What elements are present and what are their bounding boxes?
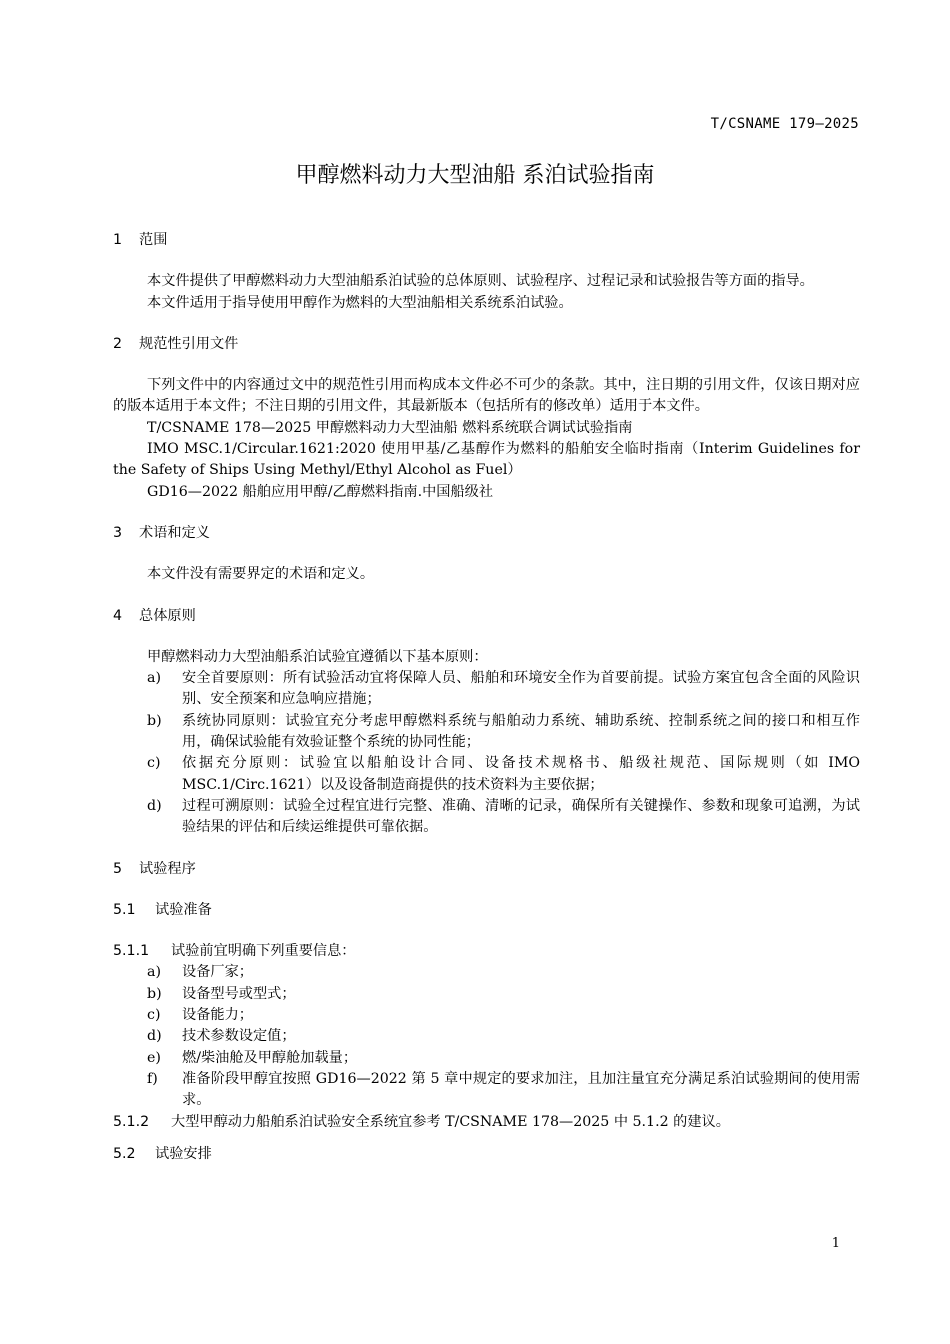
list-item: c) 依据充分原则：试验宜以船舶设计合同、设备技术规格书、船级社规范、国际规则（如 IMO MSC.1/Circ.1621）以及设备制造商提供的技术资料为主要依据；	[147, 755, 860, 793]
list-item: f) 准备阶段甲醇宜按照 GD16—2022 第 5 章中规定的要求加注，且加注量宜充分满足系泊试验期间的使用需求。	[147, 1070, 860, 1109]
section-heading: 3 术语和定义	[113, 524, 210, 541]
reference-item: GD16—2022 船舶应用甲醇/乙醇燃料指南.中国船级社	[147, 483, 494, 500]
section-heading: 5 试验程序	[113, 860, 196, 877]
paragraph: 本文件适用于指导使用甲醇作为燃料的大型油船相关系统系泊试验。	[147, 294, 573, 311]
list-item: a) 安全首要原则：所有试验活动宜将保障人员、船舶和环境安全作为首要前提。试验方案宜包含全面的风险识别、安全预案和应急响应措施；	[147, 670, 860, 708]
clause: 5.1.1 试验前宜明确下列重要信息：	[113, 943, 356, 960]
list-item: e) 燃/柴油舱及甲醇舱加载量；	[147, 1049, 358, 1066]
paragraph: 本文件没有需要界定的术语和定义。	[147, 566, 375, 583]
subsection-heading: 5.2 试验安排	[113, 1145, 212, 1162]
reference-item: IMO MSC.1/Circular.1621:2020 使用甲基/乙基醇作为燃料的船舶安全临时指南（Interim Guidelines for the Safety of Ships Using Methyl/Ethyl Alcohol as Fuel）	[113, 441, 860, 479]
list-item: a) 设备厂家；	[147, 964, 253, 981]
paragraph: 甲醇燃料动力大型油船系泊试验宜遵循以下基本原则：	[147, 648, 488, 665]
list-item: d) 技术参数设定值；	[147, 1028, 296, 1045]
section-heading: 2 规范性引用文件	[113, 335, 239, 352]
document-body	[113, 230, 860, 1165]
page-number: 1	[831, 1236, 840, 1251]
list-item: d) 过程可溯原则：试验全过程宜进行完整、准确、清晰的记录，确保所有关键操作、参数和现象可追溯，为试验结果的评估和后续运维提供可靠依据。	[147, 797, 860, 836]
list-item: b) 设备型号或型式；	[147, 985, 296, 1002]
reference-item: T/CSNAME 178—2025 甲醇燃料动力大型油船 燃料系统联合调试试验指南	[147, 419, 633, 436]
list-item: b) 系统协同原则：试验宜充分考虑甲醇燃料系统与船舶动力系统、辅助系统、控制系统之间的接口和相互作用，确保试验能有效验证整个系统的协同性能；	[147, 712, 860, 751]
standard-number: T/CSNAME 179—2025	[710, 116, 859, 132]
document-title: 甲醇燃料动力大型油船 系泊试验指南	[295, 163, 655, 188]
section-heading: 4 总体原则	[113, 607, 196, 624]
clause: 5.1.2 大型甲醇动力船舶系泊试验安全系统宜参考 T/CSNAME 178—2025 中 5.1.2 的建议。	[113, 1113, 730, 1130]
list-item: c) 设备能力；	[147, 1007, 253, 1024]
section-heading: 1 范围	[113, 232, 168, 248]
subsection-heading: 5.1 试验准备	[113, 901, 212, 918]
paragraph: 下列文件中的内容通过文中的规范性引用而构成本文件必不可少的条款。其中，注日期的引用文件，仅该日期对应的版本适用于本文件；不注日期的引用文件，其最新版本（包括所有的修改单）适用于本文件。	[113, 377, 860, 415]
paragraph: 本文件提供了甲醇燃料动力大型油船系泊试验的总体原则、试验程序、过程记录和试验报告等方面的指导。	[147, 273, 814, 290]
